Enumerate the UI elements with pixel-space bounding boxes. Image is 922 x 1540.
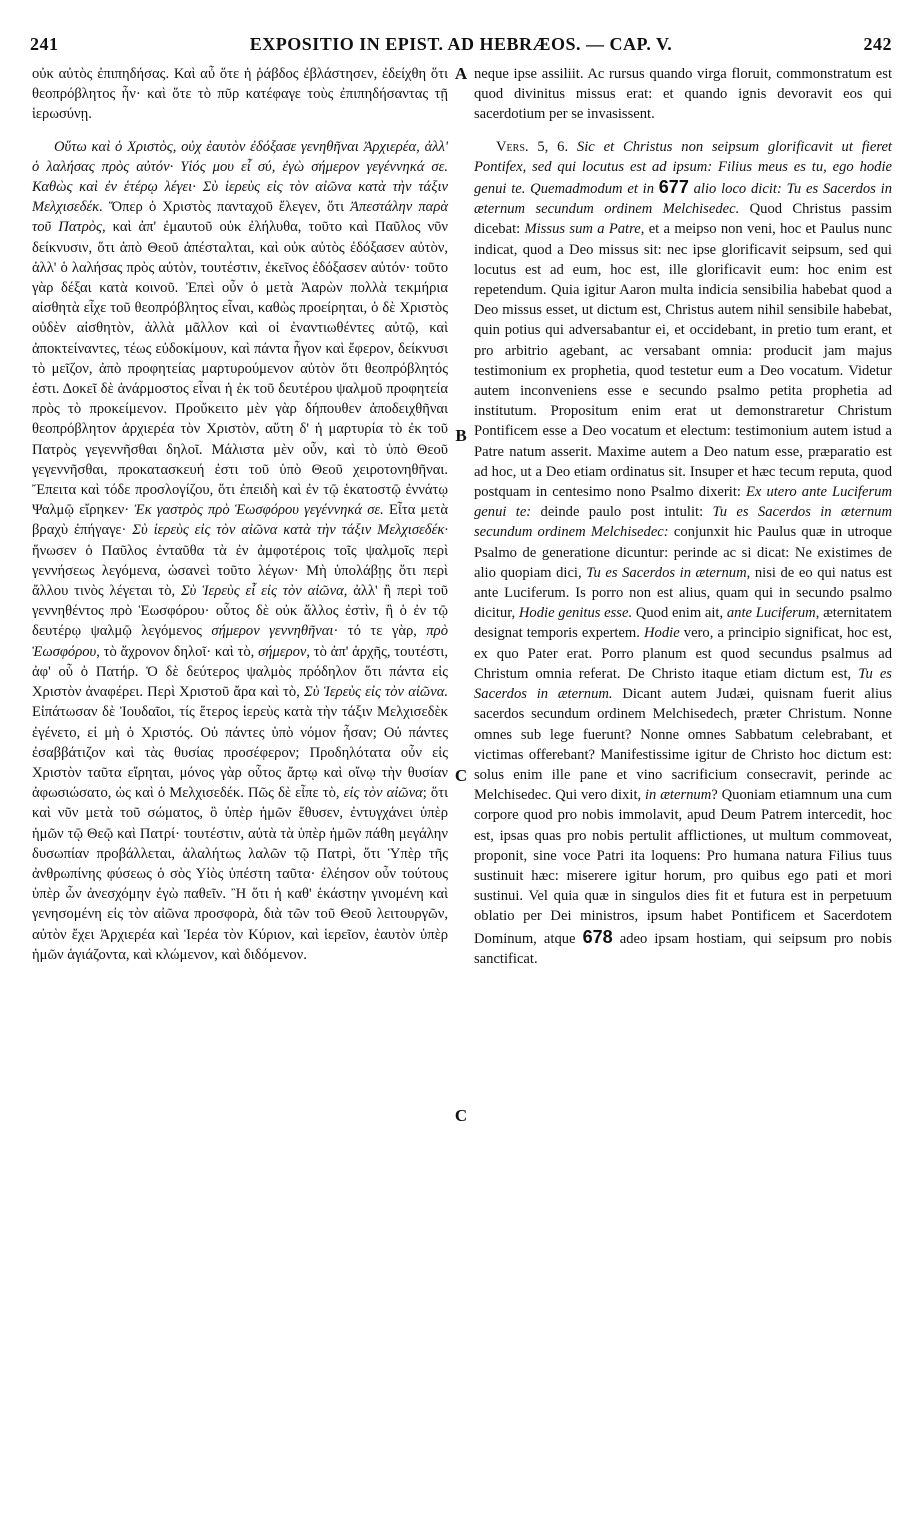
latin-column (474, 64, 892, 969)
margin-marker-a: A (454, 64, 468, 83)
column-number-677: 677 (658, 177, 689, 198)
margin-marker-c: C (454, 766, 468, 785)
column-number-678: 678 (582, 926, 613, 947)
greek-paragraph-1: οὐκ αὐτὸς ἐπιπηδήσας. Καὶ αὖ ὅτε ἡ ῥάβδος ἐβλάστησεν, ἐδείχθη ὅτι θεοπρόβλητος ἦν· καὶ ὅτε τὸ πῦρ κατέφαγε τοὺς ἐπιπηδήσαντας τῇ ἱερωσύνῃ. (32, 66, 448, 123)
latin-paragraph-1: neque ipse assiliit. Ac rursus quando virga floruit, commonstratum est quod divinitus missus erat: et quando ignis devoravit eos qui sacerdotium per se invasissent. (474, 66, 892, 123)
running-header (30, 34, 892, 60)
greek-paragraph-2: Οὕτω καὶ ὁ Χριστὸς, οὐχ ἑαυτὸν ἐδόξασε γενηθῆναι Ἀρχιερέα, ἀλλ' ὁ λαλήσας πρὸς αὐτόν· Υἱός μου εἶ σύ, ἐγὼ σήμερον γεγέννηκά σε. Καθὼς καὶ ἐν ἑτέρῳ λέγει· Σὺ ἱερεὺς εἰς τὸν αἰῶνα κατὰ τὴν τάξιν Μελχισεδέκ. Ὅπερ ὁ Χριστὸς πανταχοῦ ἔλεγεν, ὅτι Ἀπεστάλην παρὰ τοῦ Πατρὸς, καὶ ἀπ' ἐμαυτοῦ οὐκ ἐλήλυθα, τοῦτο καὶ Παῦλος νῦν δείκνυσιν, ὅτι ἀπὸ Θεοῦ ἀπέσταλται, καὶ οὐκ αὐτὸς ἐδόξασεν αὐτὸν, ἀλλ' ὁ λαλήσας πρὸς αὐτὸν, τουτέστιν, ἐκεῖνος ἐδόξασεν αὐτόν· τοῦτο γὰρ δέξαι κατὰ κοινοῦ. Ἐπεὶ οὖν ὁ μετὰ Ἀαρὼν πολλὰ τεκμήρια αἰσθητὰ εἶχε τοῦ θεοπρόβλητος εἶναι, καθὼς προείρηται, ὁ δὲ Χριστὸς οὐδὲν αἰσθητὸν, ἀλλὰ μᾶλλον καὶ οἱ ἐναντιωθέντες αὐτῷ, καὶ ἀποκτείναντες, τέως εὐδοκίμουν, καὶ πάντα ἦγον καὶ ἔφερον, δείκνυσι τὸ μεῖζον, ἀπὸ προφητείας μαρτυρούμενον αὐτὸν ὅτι θεοπρόβλητός ἐστι. Δοκεῖ δὲ ἀνάρμοστος εἶναι ἡ ἐκ τοῦ δευτέρου ψαλμοῦ προφητεία πρὸς τὸ προκείμενον. Προὔκειτο μὲν γὰρ δήπουθεν ἀποδειχθῆναι θεοπρόβλητον ἀρχιερέα τὸν Χριστὸν, αὕτη δ' ἡ μαρτυρία τὸ ἐκ τοῦ Πατρὸς γεγεννῆσθαι δηλοῖ. Μάλιστα μὲν οὖν, καὶ τὸ ὑπὸ Θεοῦ γεγεννῆσθαι, προκατασκευή ἐστι τοῦ ὑπὸ Θεοῦ χειροτονηθῆναι. Ἔπειτα καὶ τόδε προσλογίζου, ὅτι ἐπειδὴ καὶ ἐν τῷ ἑκατοστῷ ἐννάτῳ Ψαλμῷ εἴρηκεν· Ἐκ γαστρὸς πρὸ Ἑωσφόρου γεγέννηκά σε. Εἶτα μετὰ βραχὺ ἐπήγαγε· Σὺ ἱερεὺς εἰς τὸν αἰῶνα κατὰ τὴν τάξιν Μελχισεδέκ· ἥνωσεν ὁ Παῦλος ἐνταῦθα τὰ ἐν ἀμφοτέροις τοῖς ψαλμοῖς περὶ γεννήσεως λεγόμενα, ὡσανεὶ τοῦτο λέγων· Μὴ ὑπολάβῃς ὅτι περὶ ἄλλου τινὸς λέγεται τὸ, Σὺ Ἱερεὺς εἶ εἰς τὸν αἰῶνα, ἀλλ' ἢ περὶ τοῦ γεννηθέντος πρὸ Ἑωσφόρου· οὗτος δὲ οὐκ ἄλλος ἐστὶν, ἢ ὁ ἐν τῷ δευτέρῳ ψαλμῷ λεγόμενος σήμερον γεννηθῆναι· τό τε γὰρ, πρὸ Ἑωσφόρου, τὸ ἄχρονον δηλοῖ· καὶ τὸ, σήμερον, τὸ ἀπ' ἀρχῆς, τουτέστι, ἀφ' οὗ ὁ Πατήρ. Ὁ δὲ δεύτερος ψαλμὸς πρόδηλον ὅτι πάντα εἰς Χριστὸν ἀναφέρει. Περὶ Χριστοῦ ἄρα καὶ τὸ, Σὺ Ἱερεὺς εἰς τὸν αἰῶνα. Εἰπάτωσαν δὲ Ἰουδαῖοι, τίς ἕτερος ἱερεὺς κατὰ τὴν τάξιν Μελχισεδὲκ ἐγένετο, εἰ μὴ ὁ Χριστός. Οὐ πάντες ὑπὸ νόμον ἦσαν; Οὐ πάντες ἐσαββάτιζον καὶ τὰς θυσίας προσέφερον; Προδηλότατα οὖν εἰς Χριστὸν ταῦτα εἴρηται, μόνος γὰρ οὗτος ἄρτῳ καὶ οἴνῳ τὴν θυσίαν ἀφωσιώσατο, ὡς καὶ ὁ Μελχισεδέκ. Πῶς δὲ εἶπε τὸ, εἰς τὸν αἰῶνα; ὅτι καὶ νῦν μετὰ τοῦ σώματος, ὃ ὑπὲρ ἡμῶν ἔθυσεν, ἐντυγχάνει ὑπὲρ ἡμῶν τῷ Θεῷ καὶ Πατρί· τουτέστιν, αὐτὰ τὰ ὑπὲρ ἡμῶν πάθη μεγάλην δυσωπίαν προβάλλεται, ἀλαλήτως λαλῶν τῷ Πατρὶ, ὅτι Ὑπὲρ τῆς ἀνθρωπίνης φύσεως ὁ σὸς Υἱὸς ὑπέστη ταῦτα· ἐλέησον οὖν τούτους ὑπὲρ ὧν ἀνεσχόμην ἐγὼ παθεῖν. Ἢ ὅτι ἡ καθ' ἑκάστην γινομένη καὶ γενησομένη εἰς τὸν αἰῶνα προσφορὰ, διὰ τῶν τοῦ Θεοῦ λειτουργῶν, αὐτὸν ἔχει Ἀρχιερέα καὶ Ἱερέα τὸν Κύριον, καὶ ἱερεῖον, ἑαυτὸν ὑπὲρ ἡμῶν ἁγιάζοντα, καὶ κλώμενον, καὶ διδόμενον. (32, 138, 449, 963)
verse-reference: Vers. 5, 6. (496, 138, 569, 155)
greek-lemma: Οὕτω καὶ ὁ Χριστὸς, οὐχ ἑαυτὸν ἐδόξασε γενηθῆναι Ἀρχιερέα, ἀλλ' ὁ λαλήσας πρὸς αὐτόν· Υἱός μου εἶ σύ, ἐγὼ σήμερον γεγέννηκά σε. Καθὼς καὶ ἐν ἑτέρῳ λέγει· Σὺ ἱερεὺς εἰς τὸν αἰῶνα κατὰ τὴν τάξιν Μελχισεδέκ. (32, 138, 448, 216)
page-number-right: 242 (863, 34, 892, 54)
margin-marker-c-second: C (454, 1106, 468, 1125)
greek-column (32, 64, 448, 965)
running-title: EXPOSITIO IN EPIST. AD HEBRÆOS. — CAP. V. (249, 34, 673, 54)
page-number-left: 241 (30, 34, 59, 54)
margin-marker-b: B (455, 426, 467, 445)
latin-paragraph-2: Vers. 5, 6. Sic et Christus non seipsum glorificavit ut fieret Pontifex, sed qui locutus est ad ipsum: Filius meus es tu, ego hodie genui te. Quemadmodum et in 677 alio loco dicit: Tu es Sacerdos in æternum secundum ordinem Melchisedec. Quod Christus passim dicebat: Missus sum a Patre, et a meipso non veni, hoc et Paulus nunc indicat, quod a Deo missus sit: nec ipse glorificavit seipsum, sed qui locutus est ad eum, hoc est, ille glorificavit eum: hoc enim est repetendum. Quia igitur Aaron multa indicia sensibilia habebat quod a Deo missus esset, ut dictum est, Christus autem nihil sensibile habebat, quin potius qui adversabantur ei, et occidebant, in pretio tum erant, et pro arbitrio agebant, ac versabant omnia: producit jam majus testimonium ex prophetia, quod testetur eum a Deo vocatum. Videtur autem inconveniens esse e secundo psalmo petita prophetia ad institutum. Propositum enim erat ut demonstraretur Christum Pontificem esse a Deo vocatum et electum: testimonium autem istud a Patre natum asserit. Maxime autem a Deo natum esse, præparatio est ad hoc, ut a Deo etiam ordinatus sit. Insuper et hæc tecum reputa, quod postquam in centesimo nono Psalmo dixerit: Ex utero ante Luciferum genui te: deinde paulo post intulit: Tu es Sacerdos in æternum secundum ordinem Melchisedec: conjunxit hic Paulus quæ in utroque Psalmo de generatione dicuntur: perinde ac si dicat: Ne existimes de alio quopiam dici, Tu es Sacerdos in æternum, nisi de eo qui natus est ante Luciferum. Is porro non est alius, quam qui in secundo psalmo dicitur, Hodie genitus esse. Quod enim ait, ante Luciferum, æternitatem designat temporis expertem. Hodie vero, a principio significat, hoc est, ex quo Pater erat. Porro planum est quod secundus psalmus ad Christum omnia referat. De Christo itaque etiam dictum est, Tu es Sacerdos in æternum. Dicant autem Judæi, quisnam fuerit alius sacerdos secundum ordinem Melchisedech, præter Christum. Nonne omnes sub lege fuerunt? Nonne omnes Sabbatum celebrabant, et victimas offerebant? Manifestissime igitur de Christo hoc dictum est: solus enim ille pane et vino sacrificium consecravit, perinde ac Melchisedec. Qui vero dixit, in æternum? Quoniam etiamnum una cum corpore quod pro nobis immolavit, apud Deum Patrem intercedit, hoc est, ipsas quas pro nobis pertulit afflictiones, ut multum commoveat, proponit, sine voce Patri ita loquens: Pro humana natura Filius tuus sustinuit hæc: miserere igitur horum, pro quibus ego pati et mori sustinui. Vel quia quæ in singulos dies fit et futura est in perpetuum oblatio per Dei ministros, ipsum habet Pontificem et Sacerdotem Dominum, atque 678 adeo ipsam hostiam, qui seipsum pro nobis sanctificat. (474, 138, 893, 967)
